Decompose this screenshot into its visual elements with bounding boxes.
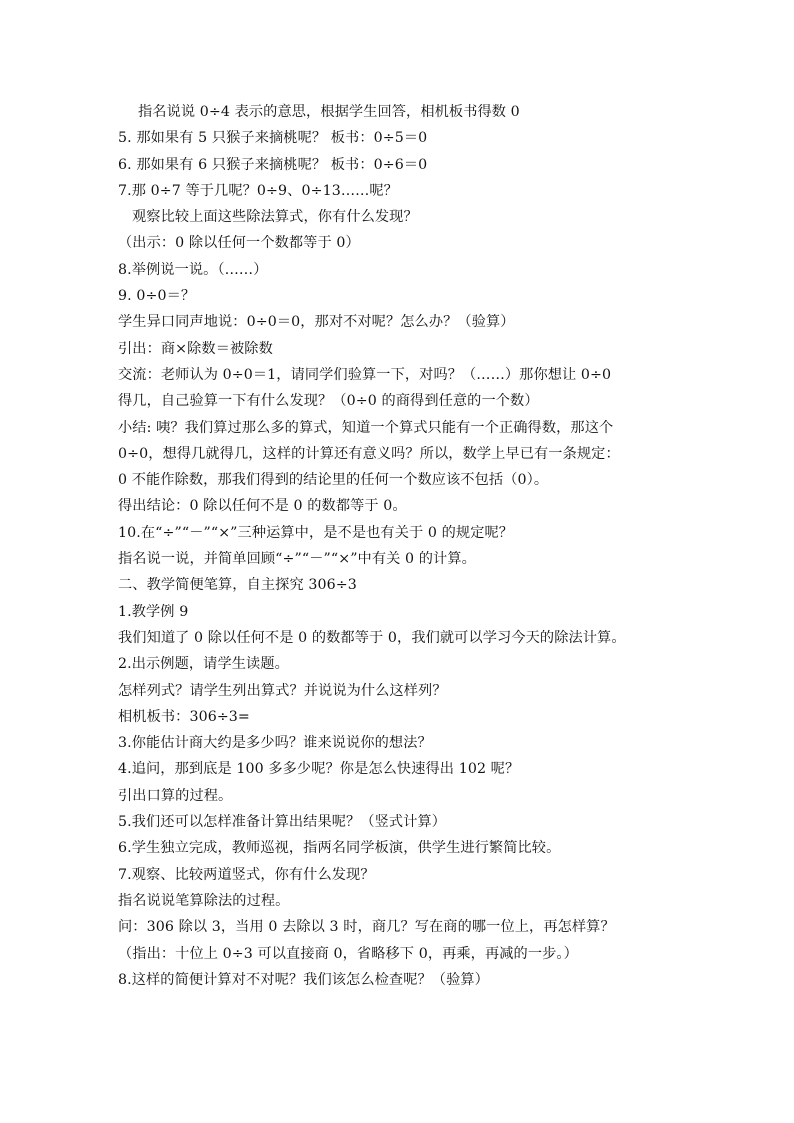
paragraph-line: 2.出示例题，请学生读题。: [118, 656, 289, 673]
paragraph-line: 0 不能作除数，那我们得到的结论里的任何一个数应该不包括（0）。: [118, 472, 549, 489]
paragraph-line: 8.举例说一说。（……）: [118, 261, 268, 278]
paragraph-line: 3.你能估计商大约是多少吗？谁来说说你的想法？: [118, 735, 432, 752]
paragraph-line: 小结: 咦？我们算过那么多的算式，知道一个算式只能有一个正确得数，那这个: [118, 419, 614, 436]
paragraph-line: 9. 0÷0＝？: [118, 288, 196, 305]
document-body: [118, 99, 698, 993]
paragraph-line: 10.在“÷”“－”“×”三种运算中，是不是也有关于 0 的规定呢？: [118, 524, 514, 541]
paragraph-line: 8.这样的简便计算对不对呢？我们该怎么检查呢？（验算）: [118, 971, 489, 988]
paragraph-line: 相机板书：306÷3=: [118, 708, 250, 725]
paragraph-line: 观察比较上面这些除法算式，你有什么发现？: [132, 209, 418, 226]
section-heading: 二、教学简便笔算，自主探究 306÷3: [118, 577, 357, 594]
paragraph-line: 1.教学例 9: [118, 603, 189, 620]
paragraph-line: 4.追问，那到底是 100 多多少呢？你是怎么快速得出 102 呢？: [118, 761, 520, 778]
paragraph-line: 交流：老师认为 0÷0＝1，请同学们验算一下，对吗？（……）那你想让 0÷0: [118, 366, 612, 383]
paragraph-line: 6. 那如果有 6 只猴子来摘桃呢？ 板书：0÷6＝0: [118, 156, 428, 173]
paragraph-line: （指出：十位上 0÷3 可以直接商 0，省略移下 0，再乘，再减的一步。）: [118, 945, 578, 962]
paragraph-line: 引出口算的过程。: [118, 787, 233, 804]
paragraph-line: 得几，自己验算一下有什么发现？（0÷0 的商得到任意的一个数）: [118, 393, 539, 410]
paragraph-line: （出示：0 除以任何一个数都等于 0）: [118, 235, 360, 252]
paragraph-line: 得出结论：0 除以任何不是 0 的数都等于 0。: [118, 498, 407, 515]
paragraph-line: 6.学生独立完成，教师巡视，指两名同学板演，供学生进行繁简比较。: [118, 840, 561, 857]
paragraph-line: 学生异口同声地说：0÷0＝0，那对不对呢？怎么办？（验算）: [118, 314, 515, 331]
paragraph-line: 5.我们还可以怎样准备计算出结果呢？（竖式计算）: [118, 814, 447, 831]
paragraph-line: 指名说说 0÷4 表示的意思，根据学生回答，相机板书得数 0: [138, 104, 520, 120]
paragraph-line: 指名说说笔算除法的过程。: [118, 892, 290, 909]
paragraph-line: 指名说一说，并简单回顾“÷”“－”“×”中有关 0 的计算。: [118, 551, 476, 568]
paragraph-line: 7.那 0÷7 等于几呢？0÷9、0÷13……呢？: [118, 182, 398, 199]
paragraph-line: 怎样列式？请学生列出算式？并说说为什么这样列？: [118, 682, 447, 699]
paragraph-line: 引出：商×除数＝被除数: [118, 340, 273, 357]
paragraph-line: 7.观察、比较两道竖式，你有什么发现？: [118, 866, 375, 883]
paragraph-line: 问：306 除以 3，当用 0 去除以 3 时，商几？写在商的哪一位上，再怎样算？: [118, 919, 615, 936]
paragraph-line: 我们知道了 0 除以任何不是 0 的数都等于 0，我们就可以学习今天的除法计算。: [118, 629, 626, 646]
paragraph-line: 5. 那如果有 5 只猴子来摘桃呢？ 板书：0÷5＝0: [118, 130, 428, 147]
paragraph-line: 0÷0，想得几就得几，这样的计算还有意义吗？所以，数学上早已有一条规定：: [118, 445, 620, 462]
